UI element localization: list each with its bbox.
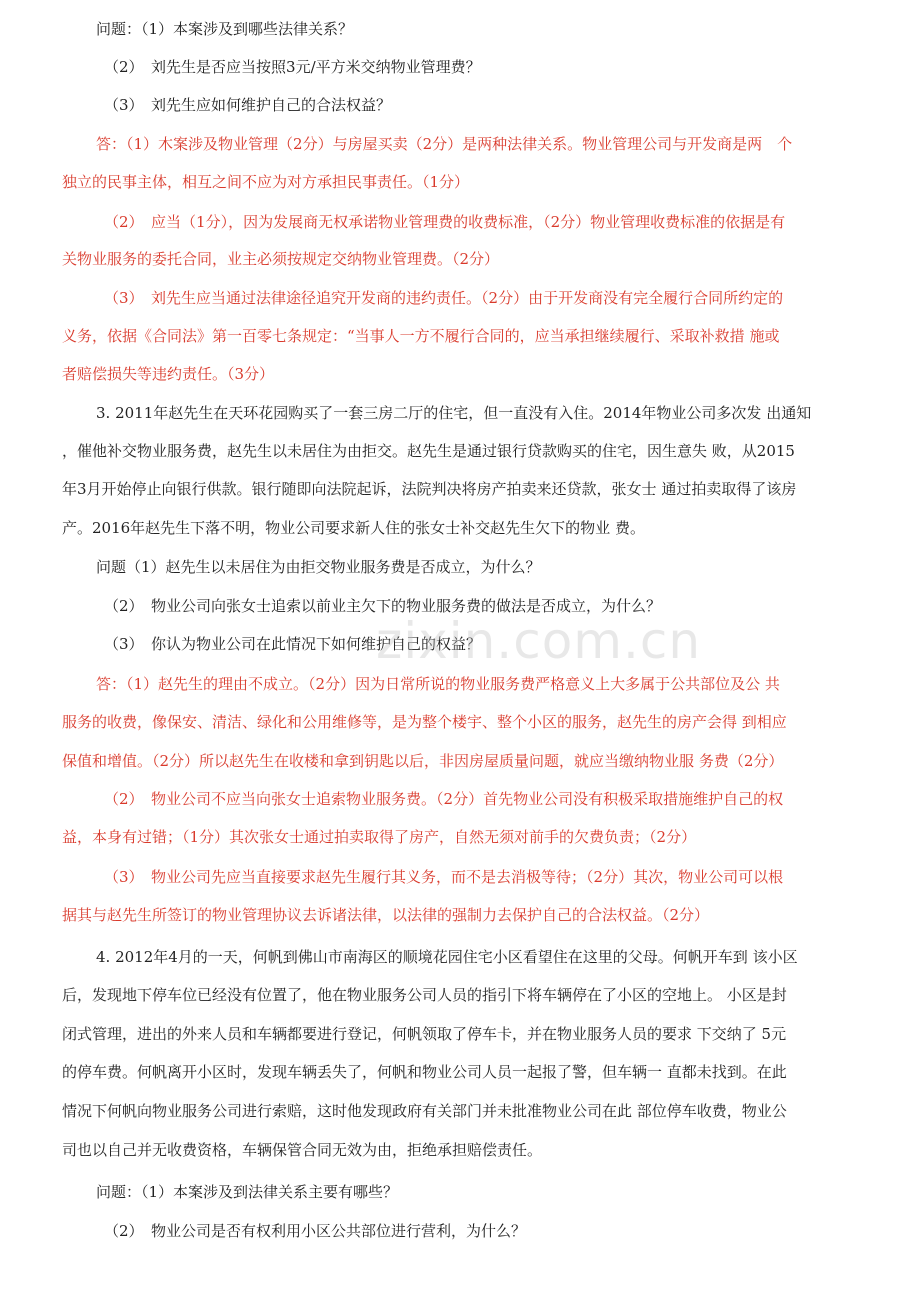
answer-line: （3） 物业公司先应当直接要求赵先生履行其义务，而不是去消极等待；（2分）其次，物业公司可以根: [104, 868, 784, 886]
answer-line: 独立的民事主体，相互之间不应为对方承担民事责任。（1分）: [62, 173, 470, 191]
question-line: （2） 刘先生是否应当按照3元/平方米交纳物业管理费？: [104, 58, 481, 76]
question-line: （3） 你认为物业公司在此情况下如何维护自己的权益？: [104, 635, 482, 653]
question-line: （3） 刘先生应如何维护自己的合法权益？: [104, 96, 392, 114]
case-text-line: 的停车费。何帆离开小区时，发现车辆丢失了，何帆和物业公司人员一起报了警，但车辆一 直都未找到。在此: [62, 1063, 787, 1081]
answer-line: 答：（1）木案涉及物业管理（2分）与房屋买卖（2分）是两种法律关系。物业管理公司与开发商是两 个: [96, 135, 793, 153]
answer-line: 答：（1）赵先生的理由不成立。（2分）因为日常所说的物业服务费严格意义上大多属于公共部位及公 共: [96, 675, 780, 693]
question-line: 问题（1）赵先生以未居住为由拒交物业服务费是否成立，为什么？: [96, 558, 541, 576]
answer-line: （2） 物业公司不应当向张女士追索物业服务费。（2分）首先物业公司没有积极采取措施维护自己的权: [104, 790, 784, 808]
case-text-line: ，催他补交物业服务费，赵先生以未居住为由拒交。赵先生是通过银行贷款购买的住宅，因生意失 败，从2015: [62, 442, 795, 460]
answer-line: 据其与赵先生所签订的物业管理协议去诉诸法律，以法律的强制力去保护自己的合法权益。（2分）: [62, 906, 710, 924]
watermark: zixin.com.cn: [376, 612, 702, 670]
answer-line: 者赔偿损失等违约责任。（3分）: [62, 365, 275, 383]
case-text-line: 年3月开始停止向银行供款。银行随即向法院起诉，法院判决将房产拍卖来还贷款，张女士 通过拍卖取得了该房: [62, 480, 797, 498]
case-text-line: 4. 2012年4月的一天，何帆到佛山市南海区的顺境花园住宅小区看望住在这里的父母。何帆开车到 该小区: [96, 948, 798, 966]
question-line: 问题：（1）本案涉及到哪些法律关系？: [96, 20, 354, 38]
case-text-line: 情况下何帆向物业服务公司进行索赔，这时他发现政府有关部门并未批准物业公司在此 部位停车收费，物业公: [62, 1102, 787, 1120]
case-text-line: 3. 2011年赵先生在天环花园购买了一套三房二厅的住宅，但一直没有入住。2014年物业公司多次发 出通知: [96, 404, 812, 422]
case-text-line: 后，发现地下停车位已经没有位置了，他在物业服务公司人员的指引下将车辆停在了小区的空地上。 小区是封: [62, 986, 787, 1004]
case-text-line: 司也以自己并无收费资格，车辆保管合同无效为由，拒绝承担赔偿责任。: [62, 1141, 543, 1159]
answer-line: （2） 应当（1分），因为发展商无权承诺物业管理费的收费标准，（2分）物业管理收费标准的依据是有: [104, 213, 786, 231]
answer-line: 服务的收费，像保安、清洁、绿化和公用维修等，是为整个楼宇、整个小区的服务，赵先生的房产会得 到相应: [62, 713, 787, 731]
answer-line: 义务，依据《合同法》第一百零七条规定：“当事人一方不履行合同的，应当承担继续履行、采取补救措 施或: [62, 327, 780, 345]
answer-line: （3） 刘先生应当通过法律途径追究开发商的违约责任。（2分）由于开发商没有完全履行合同所约定的: [104, 289, 784, 307]
question-line: 问题：（1）本案涉及到法律关系主要有哪些？: [96, 1183, 399, 1201]
answer-line: 益，本身有过错；（1分）其次张女士通过拍卖取得了房产，自然无须对前手的欠费负责；（2分）: [62, 828, 697, 846]
question-line: （2） 物业公司是否有权利用小区公共部位进行营利，为什么？: [104, 1222, 527, 1240]
question-line: （2） 物业公司向张女士追索以前业主欠下的物业服务费的做法是否成立，为什么？: [104, 597, 662, 615]
answer-line: 关物业服务的委托合同，业主必须按规定交纳物业管理费。（2分）: [62, 250, 500, 268]
case-text-line: 闭式管理，进出的外来人员和车辆都要进行登记，何帆领取了停车卡，并在物业服务人员的要求 下交纳了 5元: [62, 1025, 787, 1043]
case-text-line: 产。2016年赵先生下落不明，物业公司要求新人住的张女士补交赵先生欠下的物业 费。: [62, 519, 645, 537]
answer-line: 保值和增值。（2分）所以赵先生在收楼和拿到钥匙以后，非因房屋质量问题，就应当缴纳物业服 务费（2分）: [62, 752, 784, 770]
